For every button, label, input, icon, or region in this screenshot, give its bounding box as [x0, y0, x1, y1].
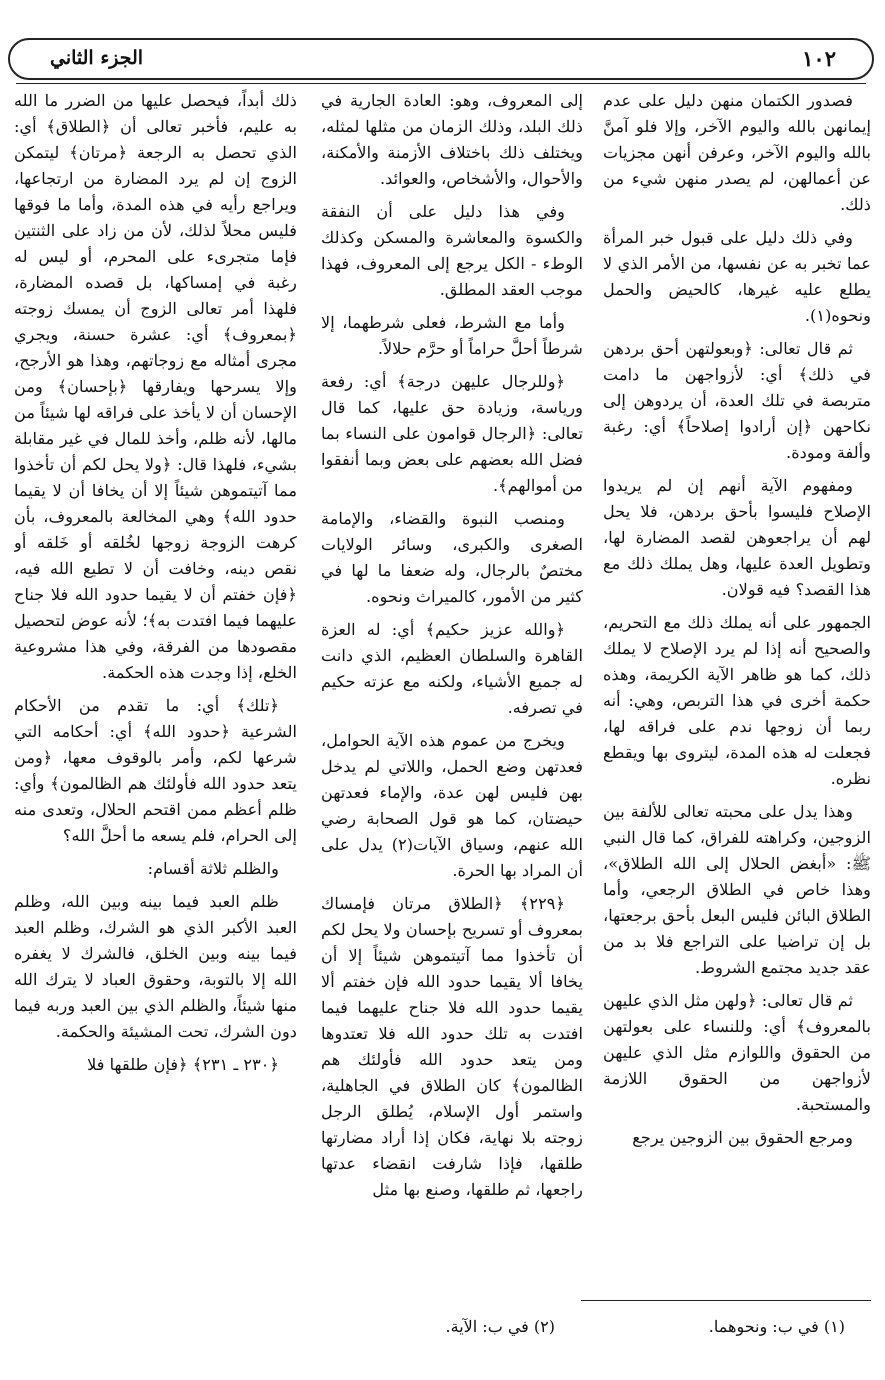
- paragraph: وهذا يدل على محبته تعالى للألفة بين الزوجين، وكراهته للفراق، كما قال النبي ﷺ: «أبغض الحلال إلى الله الطلاق»، وهذا خاص في الطلاق الرجعي، وأما الطلاق البائن فليس البعل بأحق برجعتها، بل إن تراضيا على التراجع فلا بد من عقد جديد مجتمع الشروط.: [603, 802, 871, 977]
- paragraph: ثم قال تعالى: ﴿وبعولتهن أحق بردهن في ذلك﴾ أي: لأزواجهن ما دامت متربصة في تلك العدة، أن يردوهن إلى نكاحهن ﴿إن أرادوا إصلاحاً﴾ أي: رغبة وألفة ومودة.: [603, 339, 871, 462]
- page-header: [8, 38, 874, 80]
- paragraph: ومنصب النبوة والقضاء، والإمامة الصغرى والكبرى، وسائر الولايات مختصٌ بالرجال، وله ضعفا ما لها في كثير من الأمور، كالميراث ونحوه.: [321, 509, 583, 606]
- paragraph: ﴿٢٣٠ ـ ٢٣١﴾ ﴿فإن طلقها فلا: [87, 1055, 279, 1074]
- volume-title: الجزء الثاني: [50, 47, 144, 69]
- paragraph: ﴿٢٢٩﴾ ﴿الطلاق مرتان فإمساك بمعروف أو تسريح بإحسان ولا يحل لكم أن تأخذوا مما آتيتموهن شيئاً إلا أن يخافا ألا يقيما حدود الله فإن خفتم ألا يقيما حدود الله فلا جناح عليهما فيما افتدت به تلك حدود الله فلا تعتدوها ومن يتعد حدود الله فأولئك هم الظالمون﴾ كان الطلاق في الجاهلية، واستمر أول الإسلام، يُطلق الرجل زوجته بلا نهاية، فكان إذا أراد مضارتها طلقها، فإذا شارفت انقضاء عدتها راجعها، ثم طلقها، وصنع بها مثل: [321, 894, 583, 1199]
- paragraph: ﴿والله عزيز حكيم﴾ أي: له العزة القاهرة والسلطان العظيم، الذي دانت له جميع الأشياء، ولكنه مع عزته حكيم في تصرفه.: [321, 620, 583, 717]
- footnote-2: (٢) في ب: الآية.: [445, 1317, 555, 1336]
- paragraph: فصدور الكتمان منهن دليل على عدم إيمانهن بالله واليوم الآخر، وإلا فلو آمنَّ بالله واليوم الآخر، وعرفن أنهن مجزيات عن أعمالهن، لم يصدر منهن شيء من ذلك.: [603, 91, 871, 214]
- text-columns: [0, 88, 885, 1313]
- page-number: ١٠٢: [802, 46, 836, 71]
- footnotes: [0, 1313, 885, 1343]
- paragraph: وفي ذلك دليل على قبول خبر المرأة عما تخبر به عن نفسها، من الأمر الذي لا يطلع عليه غيرها، كالحيض والحمل ونحوه(١).: [603, 228, 871, 325]
- paragraph: ﴿تلك﴾ أي: ما تقدم من الأحكام الشرعية ﴿حدود الله﴾ أي: أحكامه التي شرعها لكم، وأمر بالوقوف معها، ﴿ومن يتعد حدود الله فأولئك هم الظالمون﴾ وأي: ظلم أعظم ممن اقتحم الحلال، وتعدى منه إلى الحرام، فلم يسعه ما أحلَّ الله؟: [14, 696, 297, 845]
- paragraph: وأما مع الشرط، فعلى شرطهما، إلا شرطاً أحلَّ حراماً أو حرَّم حلالاً.: [321, 313, 583, 358]
- column-middle: [321, 88, 583, 1313]
- paragraph: ذلك أبداً، فيحصل عليها من الضرر ما الله به عليم، فأخبر تعالى أن ﴿الطلاق﴾ أي: الذي تحصل به الرجعة ﴿مرتان﴾ ليتمكن الزوج إن لم يرد المضارة من ارتجاعها، ويراجع رأيه في هذه المدة، وأما ما فوقها فليس محلاً لذلك، لأن من زاد على الثنتين فإما متجرىء على المحرم، أو ليس له رغبة في إمساكها، بل قصده المضارة، فلهذا أمر تعالى الزوج أن يمسك زوجته ﴿بمعروف﴾ أي: عشرة حسنة، ويجري مجرى أمثاله مع زوجاتهم، وهذا هو الأرجح، وإلا يسرحها ويفارقها ﴿بإحسان﴾ ومن الإحسان أن لا يأخذ على فراقه لها شيئاً من مالها، لأنه ظلم، وأخذ للمال في غير مقابلة بشيء، فلهذا قال: ﴿ولا يحل لكم أن تأخذوا مما آتيتموهن شيئاً إلا أن يخافا أن لا يقيما حدود الله﴾ وهي المخالعة بالمعروف، بأن كرهت الزوجة زوجها لخُلقه أو خَلقه أو نقص دينه، وخافت أن لا تطيع الله فيه، ﴿فإن خفتم أن لا يقيما حدود الله فلا جناح عليهما فيما افتدت به﴾؛ لأنه عوض لتحصيل مقصودها من الفرقة، وفي هذا مشروعية الخلع، إذا وجدت هذه الحكمة.: [14, 91, 297, 682]
- footnote-separator: [581, 1300, 871, 1301]
- column-right: [603, 88, 871, 1313]
- paragraph: ويخرج من عموم هذه الآية الحوامل، فعدتهن وضع الحمل، واللاتي لم يدخل بهن فليس لهن عدة، والإماء فعدتهن حيضتان، كما هو قول الصحابة رضي الله عنهم، وسياق الآيات(٢) يدل على أن المراد بها الحرة.: [321, 731, 583, 880]
- footnote-1: (١) في ب: ونحوهما.: [708, 1317, 845, 1336]
- paragraph: إلى المعروف، وهو: العادة الجارية في ذلك البلد، وذلك الزمان من مثلها لمثله، ويختلف ذلك باختلاف الأزمنة والأمكنة، والأحوال، والأشخاص، والعوائد.: [321, 91, 583, 188]
- paragraph: ثم قال تعالى: ﴿ولهن مثل الذي عليهن بالمعروف﴾ أي: وللنساء على بعولتهن من الحقوق واللوازم مثل الذي عليهن لأزواجهن من الحقوق اللازمة والمستحبة.: [603, 991, 871, 1114]
- paragraph: الجمهور على أنه يملك ذلك مع التحريم، والصحيح أنه إذا لم يرد الإصلاح لا يملك ذلك، كما هو ظاهر الآية الكريمة، وهذه حكمة أخرى في هذا التربص، وهي: أنه ربما أن زوجها ندم على فراقه لها، فجعلت له هذه المدة، ليتروى بها ويقطع نظره.: [603, 613, 871, 788]
- paragraph: ومفهوم الآية أنهم إن لم يريدوا الإصلاح فليسوا بأحق بردهن، فلا يحل لهم أن يراجعوهن لقصد المضارة لها، وتطويل العدة عليها، وهل يملك ذلك مع هذا القصد؟ فيه قولان.: [603, 476, 871, 599]
- paragraph: ظلم العبد فيما بينه وبين الله، وظلم العبد الأكبر الذي هو الشرك، وظلم العبد فيما بينه وبين الخلق، فالشرك لا يغفره الله إلا بالتوبة، وحقوق العباد لا يترك الله منها شيئاً، والظلم الذي بين العبد وربه فيما دون الشرك، تحت المشيئة والحكمة.: [14, 892, 297, 1041]
- paragraph: ومرجع الحقوق بين الزوجين يرجع: [632, 1128, 853, 1147]
- paragraph: ﴿وللرجال عليهن درجة﴾ أي: رفعة ورياسة، وزيادة حق عليها، كما قال تعالى: ﴿الرجال قوامون على النساء بما فضل الله بعضهم على بعض وبما أنفقوا من أموالهم﴾.: [321, 372, 583, 495]
- column-left: [14, 88, 297, 1313]
- paragraph: والظلم ثلاثة أقسام:: [147, 859, 279, 878]
- paragraph: وفي هذا دليل على أن النفقة والكسوة والمعاشرة والمسكن وكذلك الوطء - الكل يرجع إلى المعروف، فهذا موجب العقد المطلق.: [321, 202, 583, 299]
